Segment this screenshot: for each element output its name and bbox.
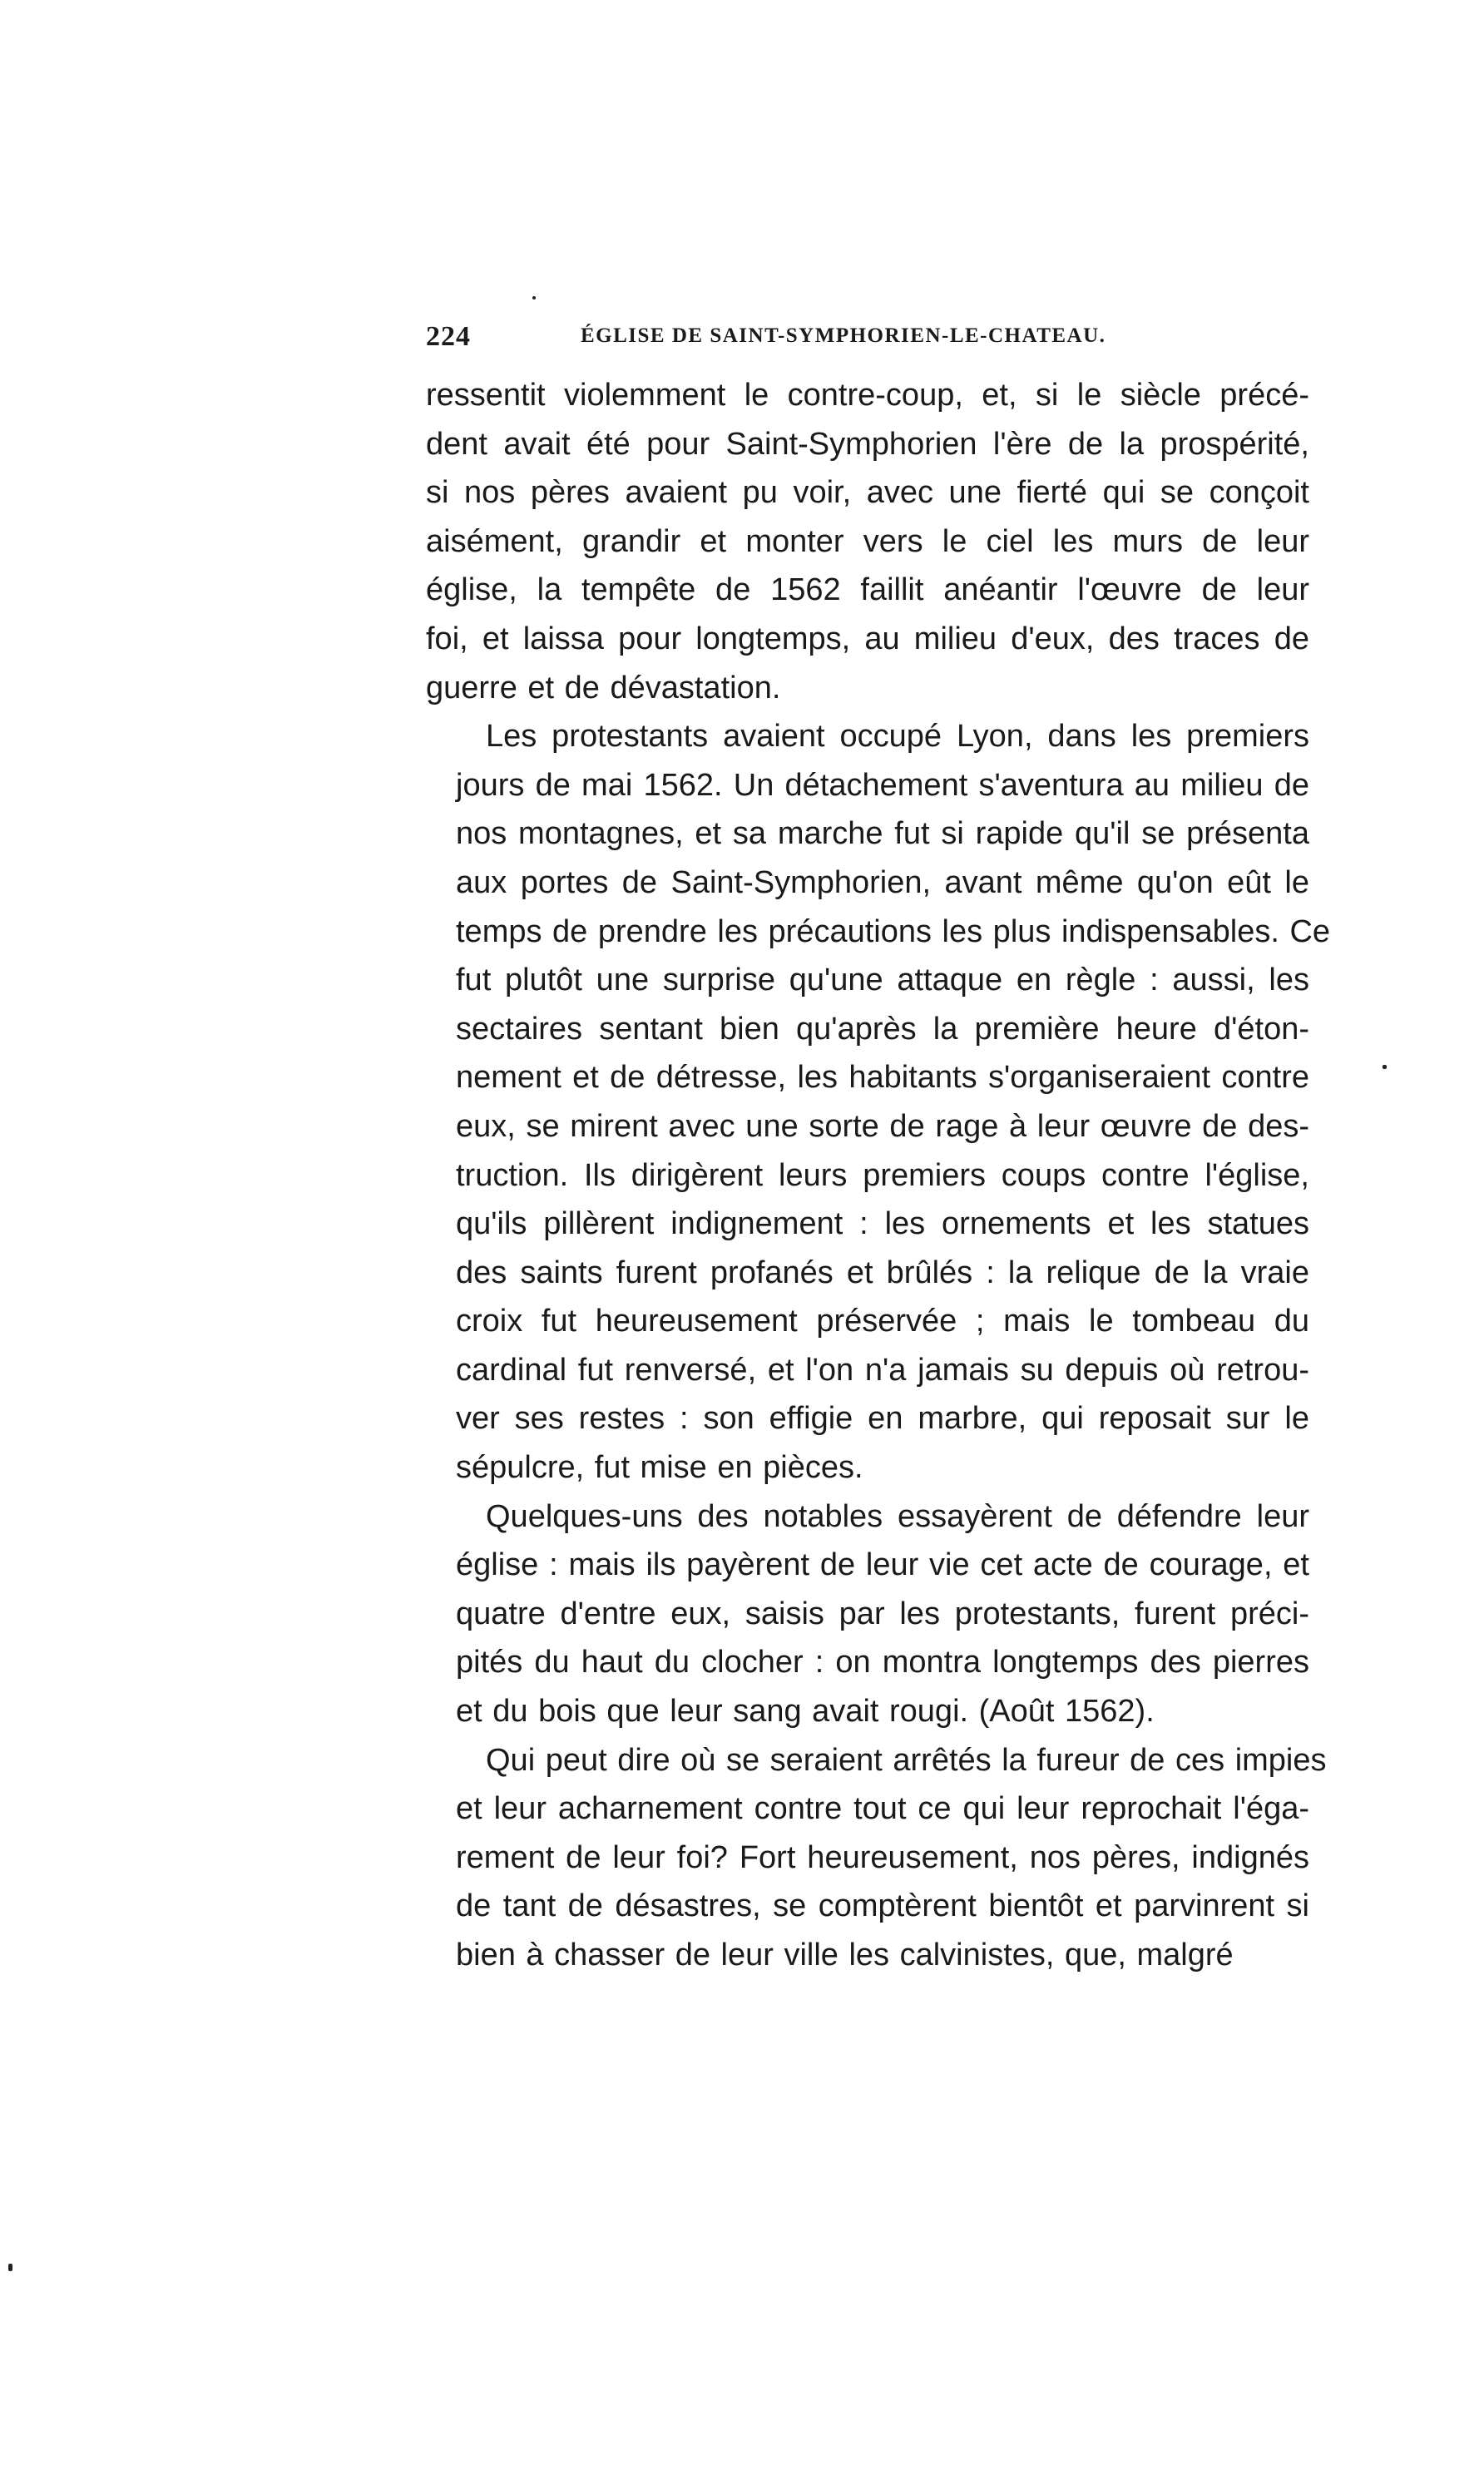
text-line: fut plutôt une surprise qu'une attaque en règle : aussi, les	[456, 963, 1309, 998]
text-line: eux, se mirent avec une sorte de rage à leur œuvre de des-	[456, 1108, 1309, 1144]
text-line: jours de mai 1562. Un détachement s'aventura au milieu de	[456, 767, 1309, 803]
text-line: sectaires sentant bien qu'après la première heure d'éton-	[456, 1011, 1309, 1047]
text-line: ressentit violemment le contre-coup, et, si le siècle précé-	[426, 378, 1309, 413]
text-line: Les protestants avaient occupé Lyon, dans les premiers	[486, 719, 1309, 755]
text-line: dent avait été pour Saint-Symphorien l'ère de la prospérité,	[426, 426, 1309, 462]
text-line: si nos pères avaient pu voir, avec une fierté qui se conçoit	[426, 475, 1309, 511]
running-title: ÉGLISE DE SAINT-SYMPHORIEN-LE-CHATEAU.	[581, 324, 1106, 347]
text-line: truction. Ils dirigèrent leurs premiers coups contre l'église,	[456, 1157, 1309, 1193]
text-line: quatre d'entre eux, saisis par les protestants, furent préci-	[456, 1596, 1309, 1631]
text-line: église, la tempête de 1562 faillit anéantir l'œuvre de leur	[426, 572, 1309, 608]
page-number: 224	[426, 321, 471, 352]
running-head	[426, 321, 1175, 354]
text-line: nos montagnes, et sa marche fut si rapide qu'il se présenta	[456, 816, 1309, 852]
text-line: guerre et de dévastation.	[426, 670, 781, 705]
text-line: rement de leur foi? Fort heureusement, nos pères, indignés	[456, 1839, 1309, 1875]
text-line: cardinal fut renversé, et l'on n'a jamais su depuis où retrou-	[456, 1352, 1309, 1388]
text-line: croix fut heureusement préservée ; mais le tombeau du	[456, 1304, 1309, 1339]
paragraph	[426, 1492, 1309, 1736]
print-speck	[532, 296, 536, 299]
text-line: qu'ils pillèrent indignement : les ornements et les statues	[456, 1206, 1309, 1242]
paragraph	[426, 1736, 1327, 1980]
text-line: aisément, grandir et monter vers le ciel les murs de leur	[426, 523, 1309, 559]
body-text	[426, 371, 1331, 1980]
text-line: sépulcre, fut mise en pièces.	[456, 1450, 863, 1486]
text-line: bien à chasser de leur ville les calvinistes, que, malgré	[456, 1938, 1234, 1972]
print-speck	[1383, 1065, 1387, 1069]
text-line: Quelques-uns des notables essayèrent de défendre leur	[486, 1498, 1309, 1534]
text-line: église : mais ils payèrent de leur vie cet acte de courage, et	[456, 1547, 1309, 1583]
paragraph	[426, 371, 1309, 712]
text-line: de tant de désastres, se comptèrent bientôt et parvinrent si	[456, 1888, 1309, 1924]
text-line: Qui peut dire où se seraient arrêtés la fureur de ces impies	[486, 1742, 1327, 1778]
text-line: temps de prendre les précautions les plus indispensables. Ce	[456, 913, 1331, 949]
text-line: ver ses restes : son effigie en marbre, qui reposait sur le	[456, 1401, 1309, 1437]
text-line: des saints furent profanés et brûlés : la relique de la vraie	[456, 1255, 1309, 1290]
paragraph	[426, 712, 1331, 1492]
text-line: foi, et laissa pour longtemps, au milieu d'eux, des traces de	[426, 621, 1309, 656]
text-line: nement et de détresse, les habitants s'organiseraient contre	[456, 1060, 1309, 1096]
print-speck	[8, 2264, 12, 2271]
text-line: et du bois que leur sang avait rougi. (Août 1562).	[456, 1694, 1155, 1730]
text-line: pités du haut du clocher : on montra longtemps des pierres	[456, 1645, 1309, 1680]
text-line: et leur acharnement contre tout ce qui leur reprochait l'éga-	[456, 1791, 1309, 1827]
text-line: aux portes de Saint-Symphorien, avant même qu'on eût le	[456, 864, 1309, 900]
